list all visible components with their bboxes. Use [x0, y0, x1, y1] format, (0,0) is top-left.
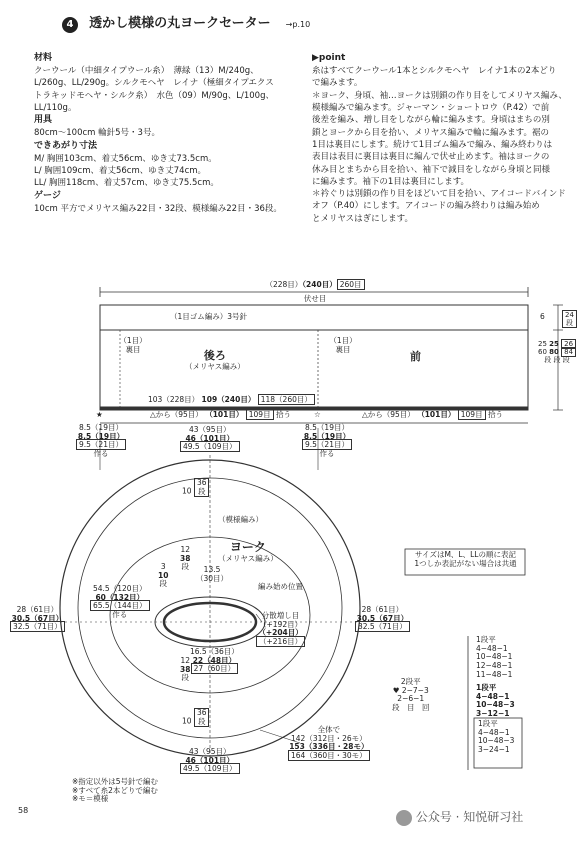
front-label: 前: [410, 350, 421, 363]
pattern-label: （模様編み）: [218, 515, 263, 524]
h36-top: 10 36 段: [182, 478, 209, 497]
watermark: 公众号 · 知悦研习社: [396, 808, 523, 826]
sizes-line: M/ 胸囲103cm、着丈56cm、ゆき丈73.5cm。: [34, 153, 217, 164]
purl-mid: （1目） 裏目: [329, 336, 357, 354]
yoke-label: ヨーク: [229, 540, 266, 554]
h38-top: 12 38 段: [180, 545, 191, 572]
pickup-right: △から（95目） （101目） 109目 拾う: [362, 410, 503, 419]
left-mid-dims: 54.5（120目） 60（132目） 65.5（144目） 作る: [90, 585, 150, 620]
yoke-sub: （メリヤス編み）: [218, 554, 278, 563]
point-heading: ▶point: [312, 53, 346, 63]
size-note: サイズはM、L、LLの順に表記 1つしか表記がない場合は共通: [414, 550, 517, 568]
materials-line: LL/110g。: [34, 102, 77, 113]
increase-label: 分散増し目 （+192目） （+204目） （+216目）: [256, 612, 305, 647]
body-height: 25 25 26 60 80 84 段 段 段: [538, 340, 576, 364]
bottom-center-dims: 43（95目） 46（101目） 49.5（109目）: [180, 748, 240, 774]
gauge-heading: ゲージ: [34, 190, 61, 201]
bind-off-note: 伏せ目: [303, 294, 327, 303]
yoke-label-group: [218, 538, 278, 564]
inner-dims: 16.5（36目） 22（48目） 27（60目）: [190, 647, 239, 674]
h36-bottom: 10 36 段: [182, 708, 209, 727]
point-line: で編みます。: [312, 78, 363, 89]
back-label-group: [185, 347, 245, 372]
body-top-width: （228目）（240目） 260目: [220, 281, 410, 290]
decrease-label: 2段平 ♥ 2−7−3 2−6−1 段 目 回: [392, 677, 430, 712]
back-label: 後ろ: [203, 349, 226, 362]
point-line: に編みます。袖下の1目は裏目にします。: [312, 176, 470, 187]
point-line: 後差を編み、増し目をしながら輪に編みます。身頃はまちの別: [312, 115, 550, 126]
left-top-dims: 8.5（19目） 8.5（19目） 9.5（21目） 作る: [77, 423, 125, 458]
page-title: 透かし模様の丸ヨークセーター: [89, 16, 271, 31]
pickup-left: △から（95目） （101目） 109目 拾う: [150, 410, 291, 419]
rib-height-box: 24 段: [562, 310, 577, 328]
point-line: 表目は表目に裏目は裏目に編んで伏せ止めます。袖はヨークの: [312, 152, 550, 163]
tools-line: 80cm〜100cm 輪針5号・3号。: [34, 128, 160, 139]
table-l: 1段平 4−48−1 10−48−3 3−12−1: [476, 683, 515, 718]
table-m: 1段平 4−48−1 10−48−1 12−48−1 11−48−1: [476, 635, 513, 679]
point-line: 糸はすべてクーウール1本とシルクモヘヤ レイナ1本の2本どり: [312, 66, 557, 77]
sizes-heading: できあがり寸法: [34, 140, 98, 151]
point-line: ＊ヨーク、身頃、袖…ヨークは別鎖の作り目をしてメリヤス編み、: [312, 90, 567, 101]
page-ref: →p.10: [285, 20, 311, 29]
point-line: ＊衿ぐりは別鎖の作り目をほどいて目を拾い、アイコードバインド: [312, 189, 566, 200]
gauge-line: 10cm 平方でメリヤス編み22目・32段、模様編み22目・36段。: [34, 203, 282, 214]
point-line: 鎖とヨークから目を拾い、メリヤス編みで輪に編みます。裾の: [312, 127, 549, 138]
table-ll: 1段平 4−48−1 10−48−3 3−24−1: [478, 719, 515, 754]
wechat-icon: [396, 810, 412, 826]
tools-heading: 用具: [34, 115, 53, 126]
h38-bottom: 12 38 段: [180, 656, 191, 683]
right-top-dims: 8.5（19目） 8.5（19目） 9.5（21目） 作る: [303, 423, 351, 458]
point-line: 模様編みで編みます。ジャーマン・ショートロウ（P.42）で前: [312, 102, 550, 113]
point-line: 休み目とまちから目を拾い、袖下で減目をしながら身頃と同様: [312, 164, 551, 175]
back-sub: （メリヤス編み）: [185, 362, 245, 371]
star-left: ★: [96, 410, 103, 419]
pattern-number: 4: [62, 17, 78, 33]
star-right: ☆: [314, 410, 321, 419]
point-line: とメリヤスはぎにします。: [312, 213, 413, 224]
side-right-dims: 28（61目） 30.5（67目） 32.5（71目）: [356, 605, 409, 632]
start-position: 編み始め位置: [258, 582, 303, 591]
materials-line: クーウール（中細タイプウール糸） 薄緑（13）M/240g、: [34, 66, 259, 77]
point-line: 1目は裏目にします。続けて1目ゴム編みで編み、編み終わりは: [312, 139, 553, 150]
page-number: 58: [18, 806, 29, 815]
v135: 13.5 （30目）: [196, 565, 229, 583]
rib-label: （1目ゴム編み）3号針: [170, 312, 248, 321]
materials-line: トラキッドモヘヤ・シルク糸） 水色（09）M/90g、L/100g、: [34, 90, 274, 101]
footnotes: ※指定以外は5号針で編む ※すべて糸2本どりで編む ※モ＝模様: [72, 777, 159, 804]
h10: 3 10 段: [158, 562, 169, 589]
side-left-dims: 28（61目） 30.5（67目） 32.5（71目）: [11, 605, 64, 632]
sizes-line: L/ 胸囲109cm、着丈56cm、ゆき丈74cm。: [34, 166, 207, 177]
width-line: 103（228目） 109（240目） 118（260目）: [148, 396, 315, 405]
point-line: オフ（P.40）にします。アイコードの編み終わりは編み始め: [312, 201, 540, 212]
total-dims: 全体で 142（312目・26モ） 153（336目・28モ） 164（360目・30モ）: [289, 725, 369, 760]
rib-height: 6: [540, 312, 545, 321]
materials-line: L/260g、LL/290g。シルクモヘヤ レイナ（極細タイプエクス: [34, 78, 274, 89]
materials-heading: 材料: [34, 53, 53, 63]
top-center-dims: 43（95目） 46（101目） 49.5（109目）: [180, 426, 240, 452]
sizes-line: LL/ 胸囲118cm、着丈57cm、ゆき丈75.5cm。: [34, 178, 219, 189]
purl-left: （1目） 裏目: [119, 336, 147, 354]
